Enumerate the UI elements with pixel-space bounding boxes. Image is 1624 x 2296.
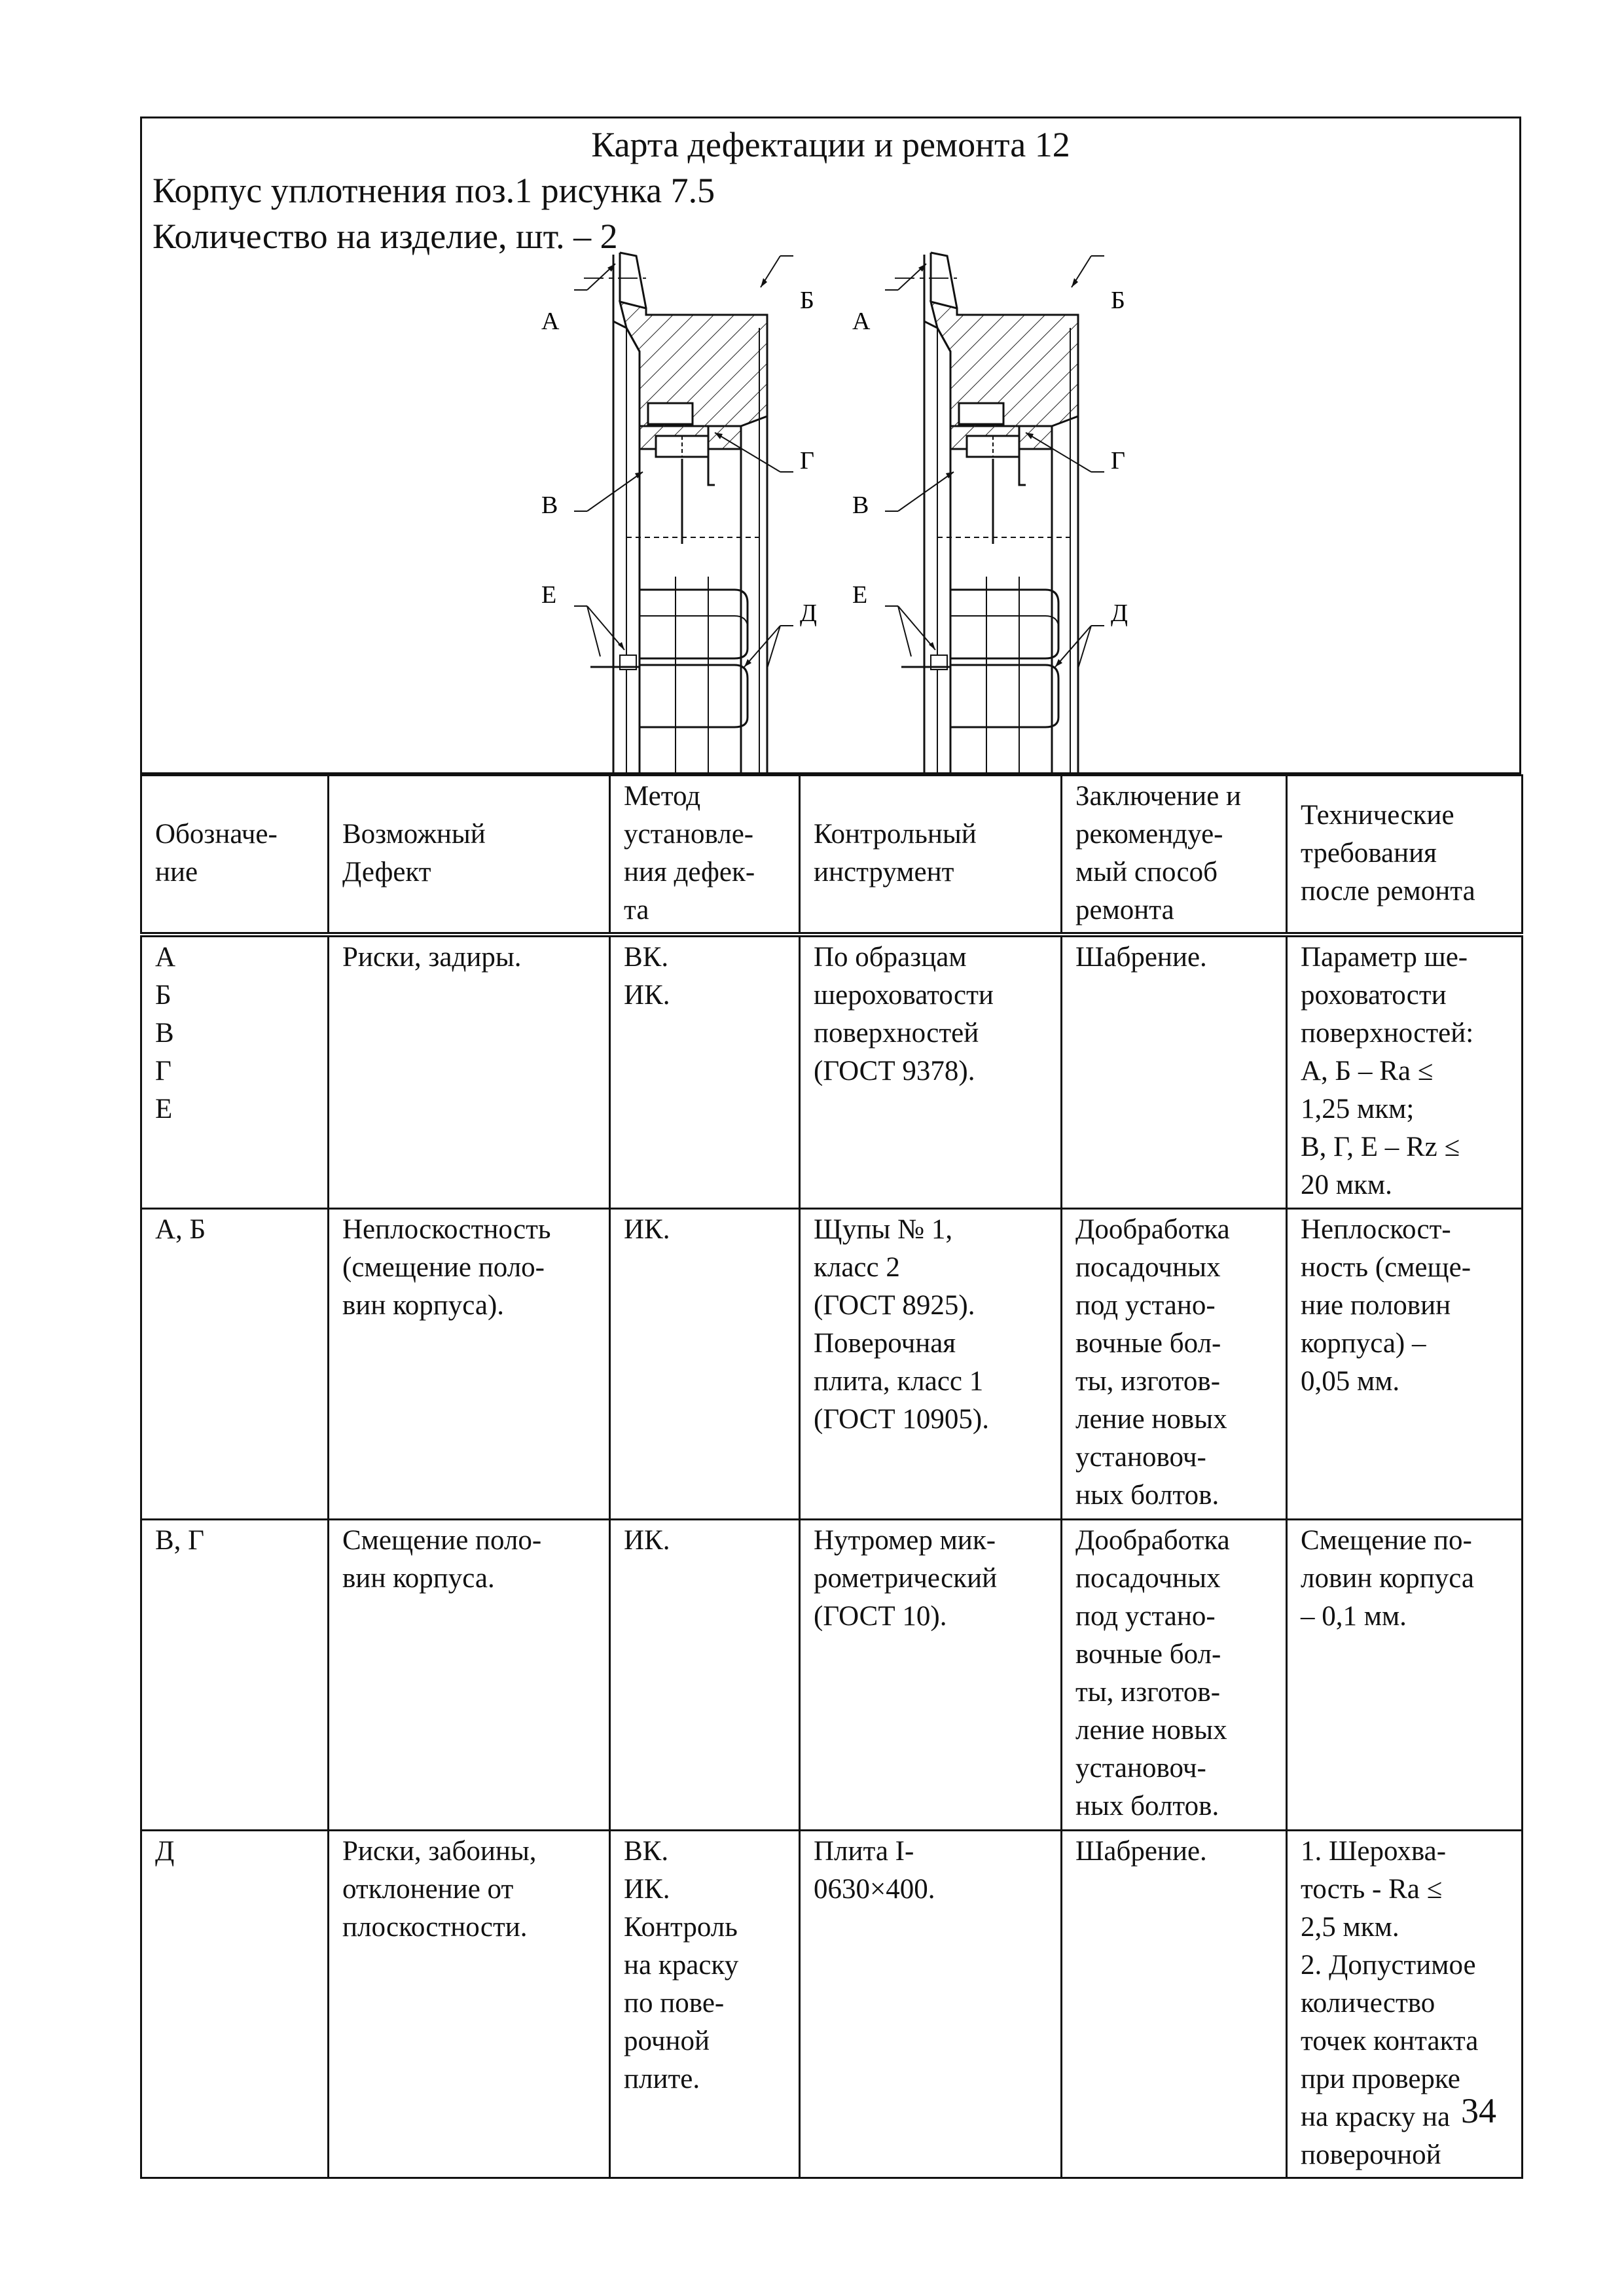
table-row bbox=[141, 1519, 1523, 1830]
label-g: Г bbox=[800, 447, 814, 475]
quantity-line: Количество на изделие, шт. – 2 bbox=[153, 217, 618, 256]
label-a: А bbox=[852, 308, 871, 335]
cell-repair: Шабрение. bbox=[1062, 935, 1287, 1208]
cell-requirements: 1. Шерохва- тость - Ra ≤ 2,5 мкм. 2. Допустимое количество точек контакта при проверке на краску на поверочной bbox=[1287, 1830, 1523, 2178]
cell-designation: А Б В Г Е bbox=[141, 935, 329, 1208]
cell-instrument: Нутромер мик- рометрический (ГОСТ 10). bbox=[800, 1519, 1062, 1830]
cell-repair: Дообработка посадочных под устано- вочные бол- ты, изготов- ление новых установоч- ных болтов. bbox=[1062, 1208, 1287, 1519]
cell-defect: Смещение поло- вин корпуса. bbox=[329, 1519, 610, 1830]
table-row bbox=[141, 1208, 1523, 1519]
table-header-row bbox=[141, 776, 1523, 935]
card-title: Карта дефектации и ремонта 12 bbox=[591, 125, 1070, 164]
table-row bbox=[141, 935, 1523, 1208]
cell-requirements: Неплоскост- ность (смеще- ние половин корпуса) – 0,05 мм. bbox=[1287, 1208, 1523, 1519]
cell-designation: Д bbox=[141, 1830, 329, 2178]
section-view-right bbox=[852, 253, 1128, 772]
label-d: Д bbox=[800, 600, 817, 627]
header-designation: Обозначе- ние bbox=[141, 776, 329, 935]
label-e: Е bbox=[541, 581, 557, 609]
cell-designation: А, Б bbox=[141, 1208, 329, 1519]
label-b: Б bbox=[800, 287, 814, 314]
page-number: 34 bbox=[1461, 2091, 1496, 2130]
card-header-frame bbox=[140, 117, 1521, 774]
label-e: Е bbox=[852, 581, 868, 609]
cell-designation: В, Г bbox=[141, 1519, 329, 1830]
cell-defect: Неплоскостность (смещение поло- вин корпуса). bbox=[329, 1208, 610, 1519]
defect-table bbox=[140, 774, 1523, 2179]
label-v: В bbox=[852, 492, 869, 519]
section-view-left bbox=[541, 253, 817, 772]
label-d: Д bbox=[1111, 600, 1128, 627]
cell-instrument: По образцам шероховатости поверхностей (ГОСТ 9378). bbox=[800, 935, 1062, 1208]
cell-repair: Шабрение. bbox=[1062, 1830, 1287, 2178]
header-method: Метод установле- ния дефек- та bbox=[610, 776, 800, 935]
table-row bbox=[141, 1830, 1523, 2178]
cell-requirements: Параметр ше- роховатости поверхностей: А, Б – Ra ≤ 1,25 мкм; В, Г, Е – Rz ≤ 20 мкм. bbox=[1287, 935, 1523, 1208]
cell-method: ИК. bbox=[610, 1208, 800, 1519]
header-instrument: Контрольный инструмент bbox=[800, 776, 1062, 935]
label-b: Б bbox=[1111, 287, 1125, 314]
label-a: А bbox=[541, 308, 560, 335]
cell-method: ИК. bbox=[610, 1519, 800, 1830]
header-requirements: Технические требования после ремонта bbox=[1287, 776, 1523, 935]
cell-defect: Риски, задиры. bbox=[329, 935, 610, 1208]
header-defect: Возможный Дефект bbox=[329, 776, 610, 935]
cell-repair: Дообработка посадочных под устано- вочные бол- ты, изготов- ление новых установоч- ных болтов. bbox=[1062, 1519, 1287, 1830]
label-g: Г bbox=[1111, 447, 1125, 475]
part-name: Корпус уплотнения поз.1 рисунка 7.5 bbox=[153, 171, 715, 210]
cell-instrument: Плита I- 0630×400. bbox=[800, 1830, 1062, 2178]
cell-requirements: Смещение по- ловин корпуса – 0,1 мм. bbox=[1287, 1519, 1523, 1830]
cell-method: ВК. ИК. Контроль на краску по пове- рочной плите. bbox=[610, 1830, 800, 2178]
cell-instrument: Щупы № 1, класс 2 (ГОСТ 8925). Поверочная плита, класс 1 (ГОСТ 10905). bbox=[800, 1208, 1062, 1519]
header-repair: Заключение и рекомендуе- мый способ ремонта bbox=[1062, 776, 1287, 935]
label-v: В bbox=[541, 492, 558, 519]
cell-defect: Риски, забоины, отклонение от плоскостности. bbox=[329, 1830, 610, 2178]
cell-method: ВК. ИК. bbox=[610, 935, 800, 1208]
technical-drawing bbox=[142, 118, 1519, 772]
